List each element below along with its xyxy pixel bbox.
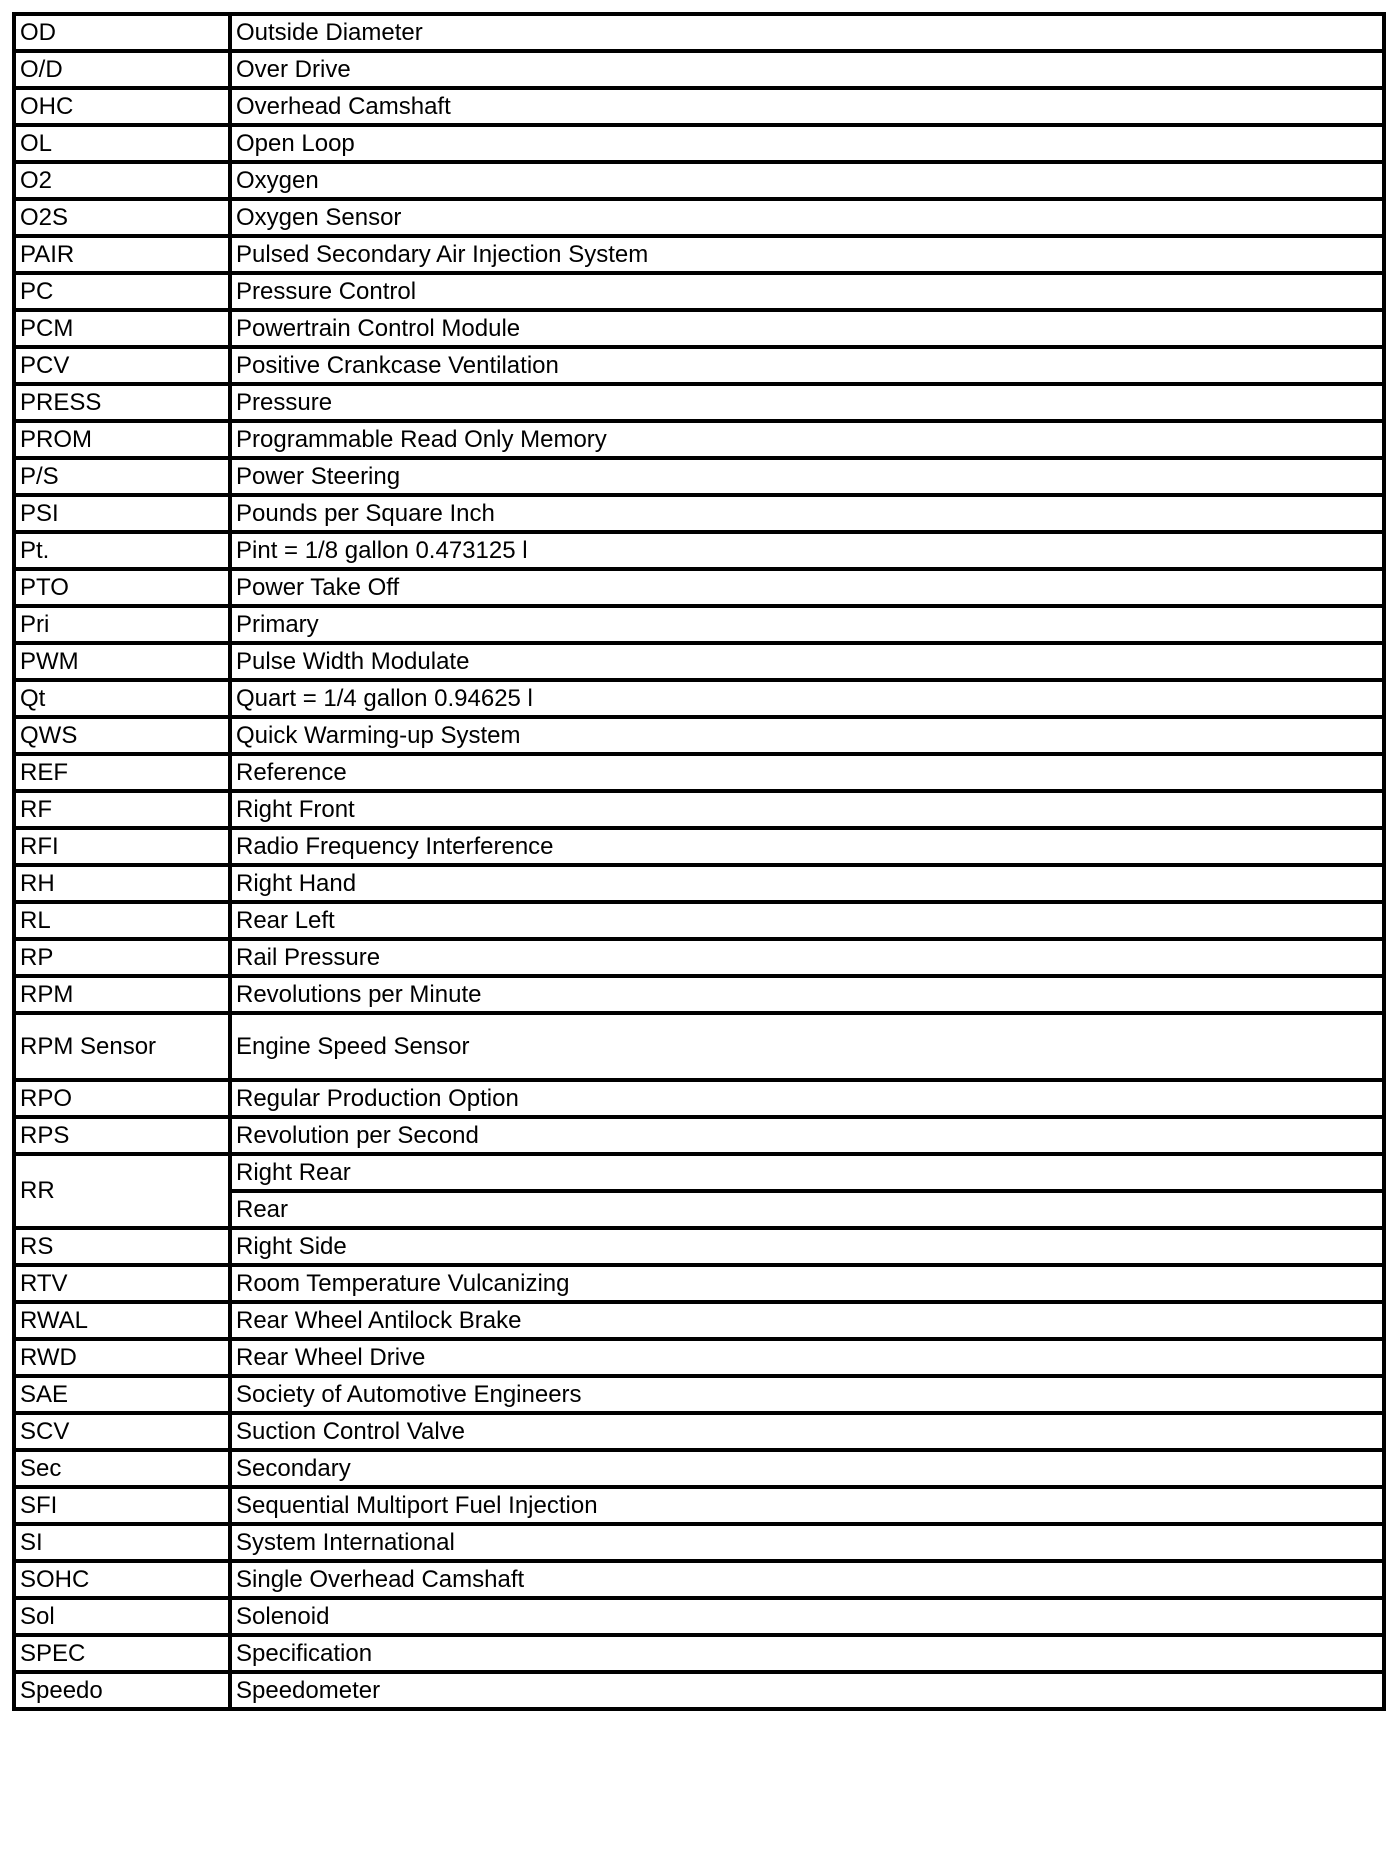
definition-cell: Solenoid (230, 1598, 1384, 1635)
abbreviation-cell: PC (14, 273, 230, 310)
table-row (14, 1013, 1384, 1080)
table-row (14, 1228, 1384, 1265)
abbreviation-cell: PCV (14, 347, 230, 384)
definition-cell: Power Steering (230, 458, 1384, 495)
table-row (14, 643, 1384, 680)
definition-cell: Regular Production Option (230, 1080, 1384, 1117)
definition-cell: Specification (230, 1635, 1384, 1672)
abbreviation-cell: RPS (14, 1117, 230, 1154)
definition-cell: Right Side (230, 1228, 1384, 1265)
abbreviation-cell: PTO (14, 569, 230, 606)
table-row (14, 421, 1384, 458)
table-row (14, 1524, 1384, 1561)
abbreviation-cell: PRESS (14, 384, 230, 421)
definition-cell: Oxygen (230, 162, 1384, 199)
table-row (14, 495, 1384, 532)
table-row (14, 902, 1384, 939)
table-row (14, 791, 1384, 828)
table-row (14, 569, 1384, 606)
definition-cell: Room Temperature Vulcanizing (230, 1265, 1384, 1302)
definition-cell: Right Front (230, 791, 1384, 828)
abbreviation-cell: RPM Sensor (14, 1013, 230, 1080)
table-row (14, 384, 1384, 421)
table-row (14, 310, 1384, 347)
definition-cell: Quart = 1/4 gallon 0.94625 l (230, 680, 1384, 717)
abbreviation-cell: RWD (14, 1339, 230, 1376)
abbreviation-cell: Speedo (14, 1672, 230, 1709)
definition-cell: Rear Wheel Drive (230, 1339, 1384, 1376)
abbreviation-cell: RFI (14, 828, 230, 865)
definition-cell: Pressure (230, 384, 1384, 421)
definition-cell: Speedometer (230, 1672, 1384, 1709)
definition-cell: Pounds per Square Inch (230, 495, 1384, 532)
table-row (14, 1376, 1384, 1413)
abbreviation-cell: RL (14, 902, 230, 939)
abbreviation-table-body (14, 14, 1384, 1709)
definition-cell: Rear (230, 1191, 1384, 1228)
definition-cell: Right Hand (230, 865, 1384, 902)
table-row (14, 1339, 1384, 1376)
abbreviation-cell: OD (14, 14, 230, 51)
definition-cell: Rear Wheel Antilock Brake (230, 1302, 1384, 1339)
definition-cell: Pressure Control (230, 273, 1384, 310)
definition-cell: Sequential Multiport Fuel Injection (230, 1487, 1384, 1524)
definition-cell: Secondary (230, 1450, 1384, 1487)
abbreviation-cell: QWS (14, 717, 230, 754)
table-row (14, 1598, 1384, 1635)
definition-cell: Radio Frequency Interference (230, 828, 1384, 865)
table-row (14, 1080, 1384, 1117)
definition-cell: Right Rear (230, 1154, 1384, 1191)
definition-cell: Pulsed Secondary Air Injection System (230, 236, 1384, 273)
abbreviation-cell: O2S (14, 199, 230, 236)
definition-cell: Revolutions per Minute (230, 976, 1384, 1013)
abbreviation-cell: RPO (14, 1080, 230, 1117)
definition-cell: Rail Pressure (230, 939, 1384, 976)
table-row (14, 347, 1384, 384)
abbreviation-cell: PROM (14, 421, 230, 458)
table-row (14, 162, 1384, 199)
table-row (14, 1672, 1384, 1709)
definition-cell: System International (230, 1524, 1384, 1561)
table-row (14, 458, 1384, 495)
definition-cell: Programmable Read Only Memory (230, 421, 1384, 458)
table-row (14, 976, 1384, 1013)
abbreviation-cell: SCV (14, 1413, 230, 1450)
abbreviation-cell: Pt. (14, 532, 230, 569)
definition-cell: Over Drive (230, 51, 1384, 88)
table-row (14, 236, 1384, 273)
definition-cell: Society of Automotive Engineers (230, 1376, 1384, 1413)
table-row (14, 754, 1384, 791)
table-row (14, 1635, 1384, 1672)
table-row (14, 125, 1384, 162)
abbreviation-cell: SI (14, 1524, 230, 1561)
abbreviation-cell: RPM (14, 976, 230, 1013)
abbreviation-cell: Sec (14, 1450, 230, 1487)
definition-cell: Positive Crankcase Ventilation (230, 347, 1384, 384)
abbreviation-cell: SPEC (14, 1635, 230, 1672)
table-row (14, 680, 1384, 717)
definition-cell: Single Overhead Camshaft (230, 1561, 1384, 1598)
abbreviation-cell: O/D (14, 51, 230, 88)
abbreviation-cell: OHC (14, 88, 230, 125)
definition-cell: Primary (230, 606, 1384, 643)
definition-cell: Open Loop (230, 125, 1384, 162)
abbreviation-cell: Qt (14, 680, 230, 717)
abbreviation-cell: RP (14, 939, 230, 976)
abbreviation-cell: O2 (14, 162, 230, 199)
table-row (14, 1487, 1384, 1524)
table-row (14, 51, 1384, 88)
abbreviation-cell: RTV (14, 1265, 230, 1302)
table-row (14, 865, 1384, 902)
table-row (14, 606, 1384, 643)
abbreviation-cell: SFI (14, 1487, 230, 1524)
definition-cell: Suction Control Valve (230, 1413, 1384, 1450)
abbreviation-table (12, 12, 1386, 1711)
abbreviation-cell: PCM (14, 310, 230, 347)
table-row (14, 1265, 1384, 1302)
abbreviation-cell: RH (14, 865, 230, 902)
table-row (14, 1154, 1384, 1191)
table-row (14, 199, 1384, 236)
abbreviation-cell: P/S (14, 458, 230, 495)
abbreviation-cell: RWAL (14, 1302, 230, 1339)
definition-cell: Quick Warming-up System (230, 717, 1384, 754)
abbreviation-cell: Sol (14, 1598, 230, 1635)
definition-cell: Reference (230, 754, 1384, 791)
table-row (14, 1117, 1384, 1154)
definition-cell: Overhead Camshaft (230, 88, 1384, 125)
table-row (14, 717, 1384, 754)
abbreviation-cell: PWM (14, 643, 230, 680)
definition-cell: Revolution per Second (230, 1117, 1384, 1154)
abbreviation-cell: OL (14, 125, 230, 162)
definition-cell: Powertrain Control Module (230, 310, 1384, 347)
abbreviation-cell: SAE (14, 1376, 230, 1413)
definition-cell: Pulse Width Modulate (230, 643, 1384, 680)
definition-cell: Power Take Off (230, 569, 1384, 606)
definition-cell: Rear Left (230, 902, 1384, 939)
table-row (14, 1413, 1384, 1450)
definition-cell: Outside Diameter (230, 14, 1384, 51)
table-row (14, 1450, 1384, 1487)
abbreviation-cell: RR (14, 1154, 230, 1228)
table-row (14, 939, 1384, 976)
table-row (14, 14, 1384, 51)
abbreviation-cell: SOHC (14, 1561, 230, 1598)
table-row (14, 1302, 1384, 1339)
table-row (14, 532, 1384, 569)
table-row (14, 1561, 1384, 1598)
table-row (14, 273, 1384, 310)
abbreviation-cell: PAIR (14, 236, 230, 273)
abbreviation-cell: REF (14, 754, 230, 791)
table-row (14, 828, 1384, 865)
abbreviation-cell: PSI (14, 495, 230, 532)
table-row (14, 88, 1384, 125)
definition-cell: Oxygen Sensor (230, 199, 1384, 236)
definition-cell: Engine Speed Sensor (230, 1013, 1384, 1080)
definition-cell: Pint = 1/8 gallon 0.473125 l (230, 532, 1384, 569)
abbreviation-cell: RS (14, 1228, 230, 1265)
abbreviation-cell: RF (14, 791, 230, 828)
abbreviation-cell: Pri (14, 606, 230, 643)
